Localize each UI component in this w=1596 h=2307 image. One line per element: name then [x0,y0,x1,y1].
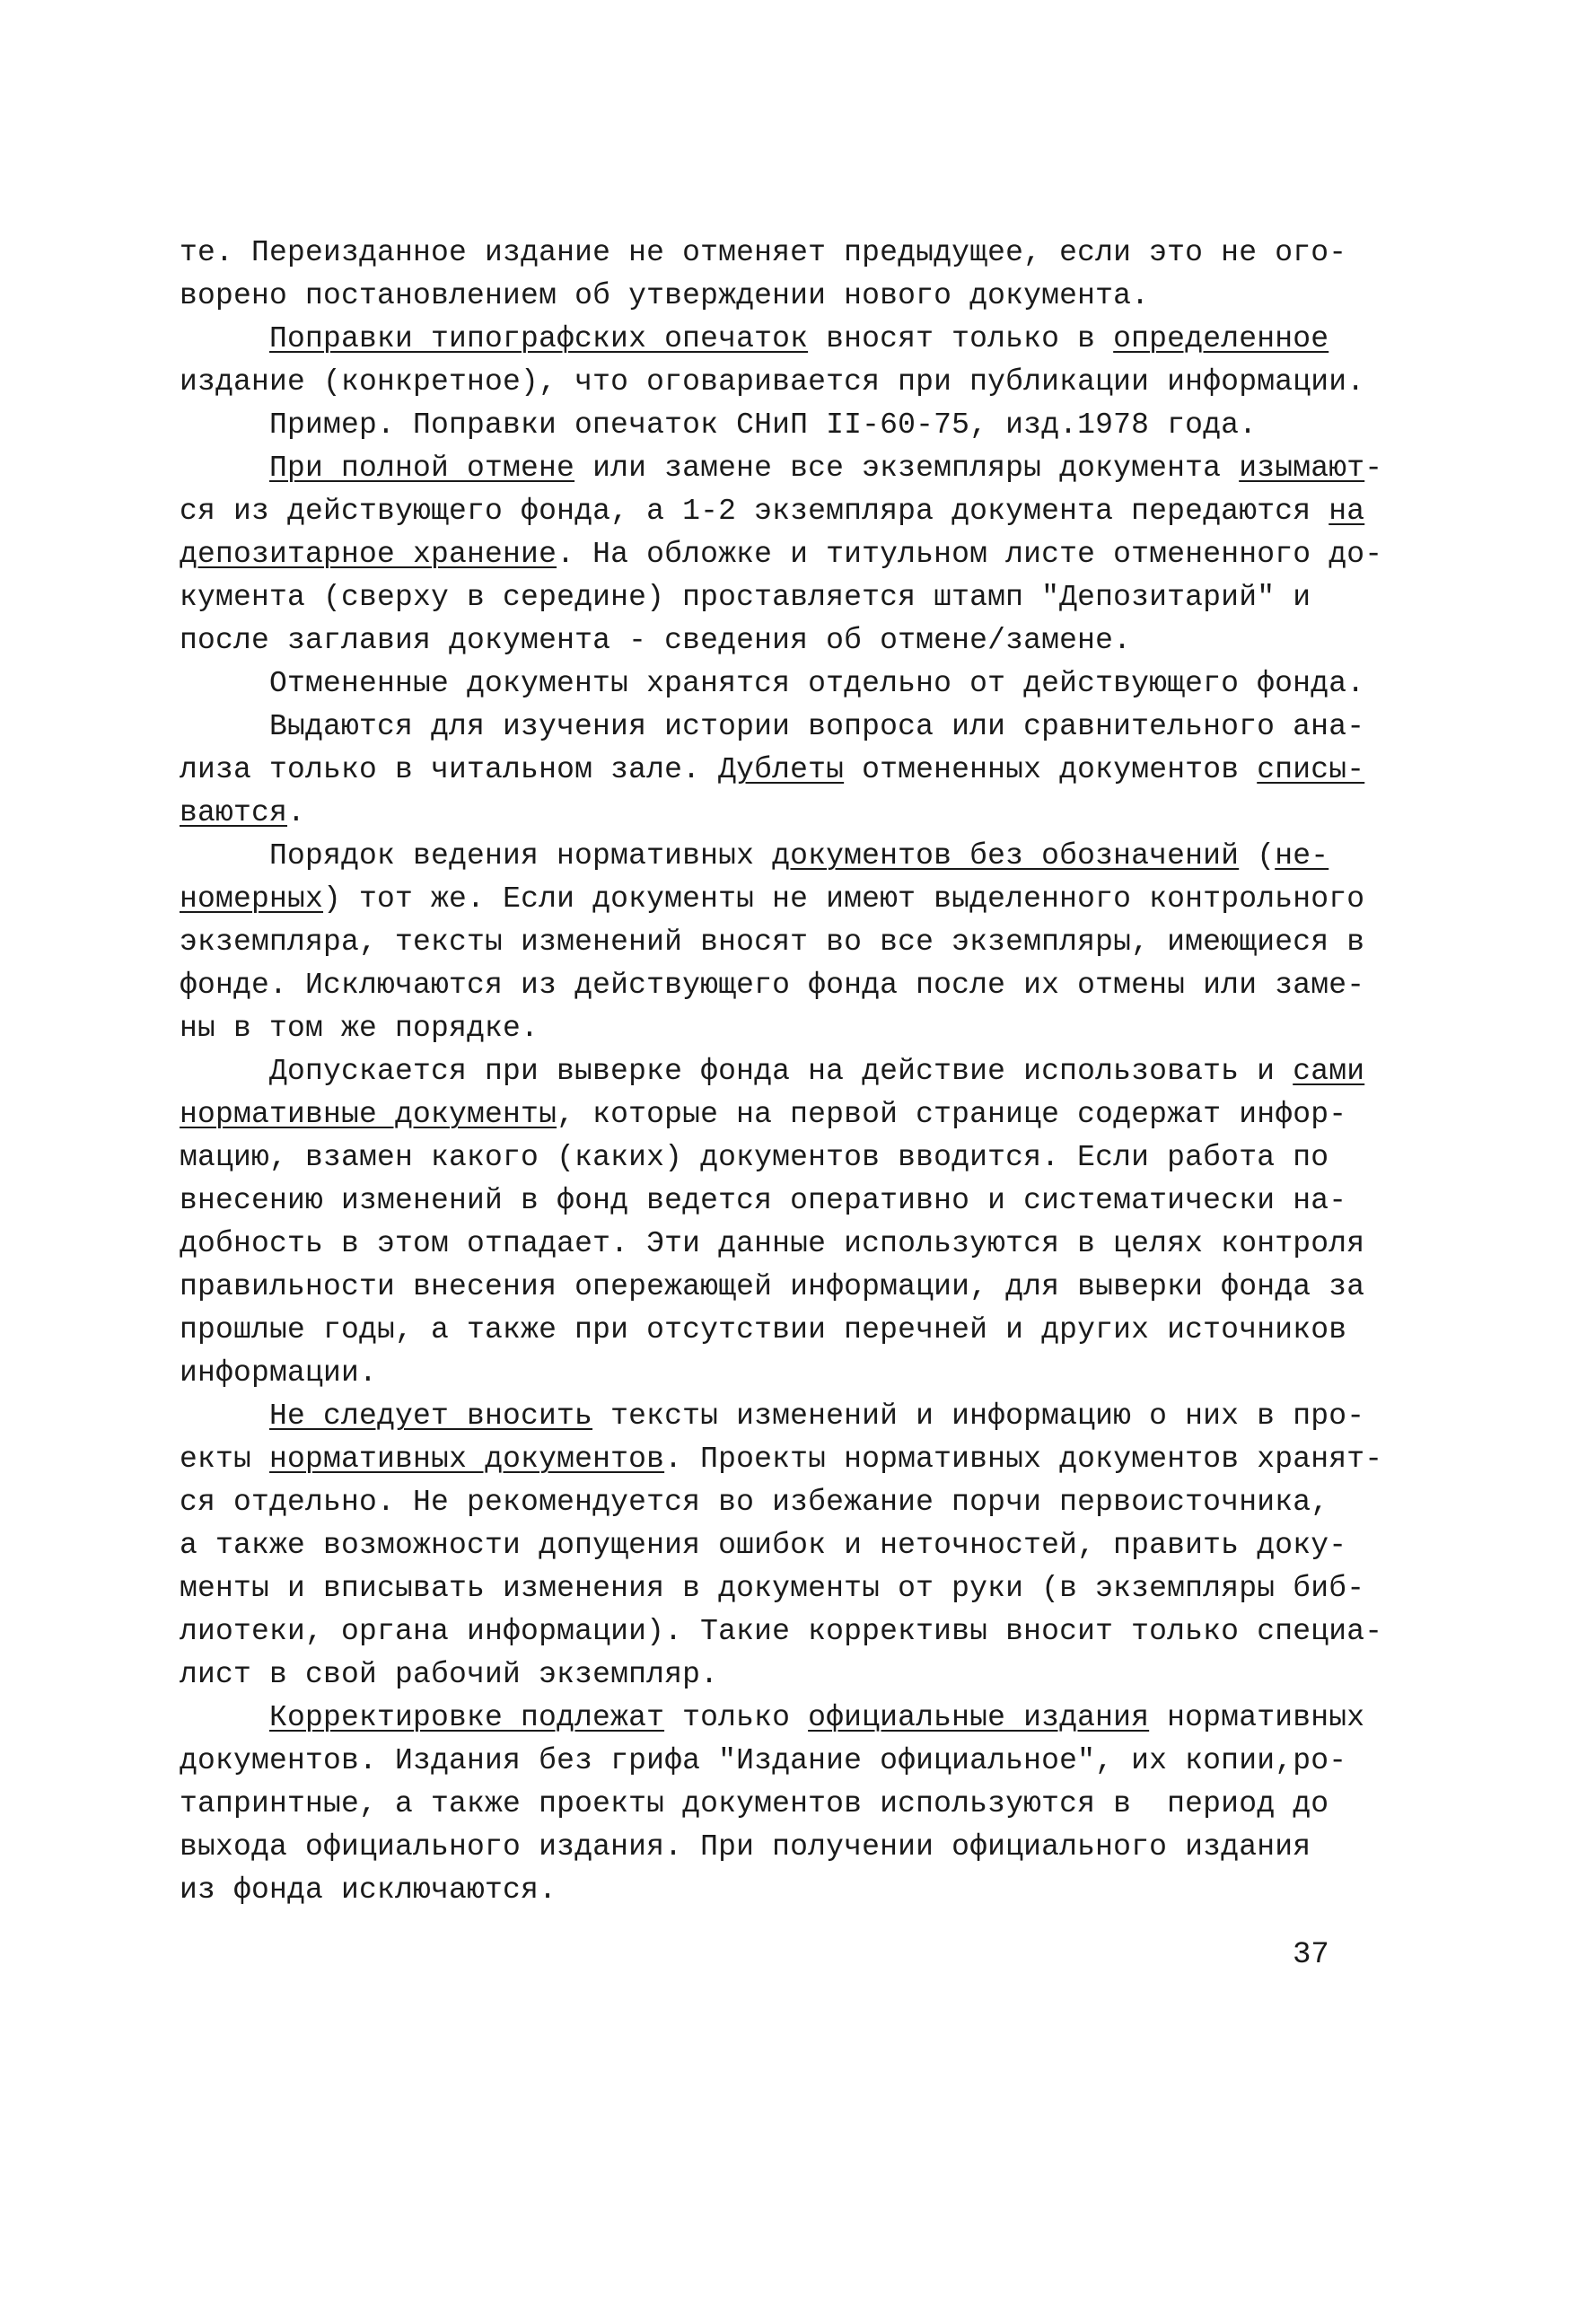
text-segment: ) тот же. Если документы не имеют выделенного контрольного [323,882,1365,916]
text-line [180,706,1365,749]
text-segment: экземпляра, тексты изменений вносят во все экземпляры, имеющиеся в [180,925,1365,959]
text-segment: ворено постановлением об утверждении нового документа. [180,279,1150,312]
text-line [180,1352,1355,1395]
text-line [180,1524,1355,1567]
text-segment: прошлые годы, а также при отсутствии перечней и других источников [180,1313,1347,1346]
underlined-phrase: определенное [1113,322,1329,355]
text-segment: менты и вписывать изменения в документы от руки (в экземпляры биб- [180,1572,1365,1605]
text-line [180,1007,1355,1050]
text-line [180,835,1355,878]
text-line [180,1438,1383,1481]
text-line [180,1395,1365,1438]
underlined-phrase: Корректировке подлежат [269,1701,665,1734]
text-segment: кумента (сверху в середине) проставляется штамп "Депозитарий" и [180,581,1311,614]
text-segment: тапринтные, а также проекты документов используются в период до [180,1787,1329,1820]
text-line [180,1136,1355,1180]
text-segment: - [1364,452,1383,485]
text-segment: выхода официального издания. При получении официального издания [180,1830,1311,1864]
text-line [180,404,1355,447]
text-line [180,792,1355,835]
text-segment: . Проекты нормативных документов хранят- [664,1443,1383,1476]
text-segment: мацию, взамен какого (каких) документов вводится. Если работа по [180,1141,1329,1174]
text-line [180,1610,1383,1653]
text-line [180,1697,1365,1740]
text-segment: Порядок ведения нормативных [269,839,773,873]
text-line [180,1180,1355,1223]
text-line [180,1567,1365,1610]
text-segment: вносят только в [808,322,1114,355]
text-segment: правильности внесения опережающей информации, для выверки фонда за [180,1270,1365,1303]
text-segment: ся отдельно. Не рекомендуется во избежание порчи первоисточника, [180,1486,1329,1519]
underlined-phrase: нормативных документов [269,1443,665,1476]
underlined-phrase: документов без обозначений [772,839,1240,873]
text-segment: лиотеки, органа информации). Такие коррективы вносит только специа- [180,1615,1383,1648]
text-line [180,490,1365,533]
text-segment: или замене все экземпляры документа [574,452,1240,485]
text-line [180,361,1365,404]
underlined-phrase: номерных [180,882,324,916]
page-number: 37 [1293,1938,1329,1972]
text-line [180,1093,1355,1136]
text-line [180,1783,1355,1826]
underlined-phrase: на [1329,495,1365,528]
text-segment: из фонда исключаются. [180,1873,557,1907]
text-segment: фонде. Исключаются из действующего фонда после их отмены или заме- [180,969,1365,1002]
text-line [180,1309,1355,1352]
text-line [180,749,1365,792]
text-line [180,1223,1365,1266]
text-segment: Пример. Поправки опечаток СНиП II-60-75, изд.1978 года. [269,408,1258,442]
text-segment: после заглавия документа - сведения об отмене/замене. [180,624,1132,657]
text-segment: ны в том же порядке. [180,1012,539,1045]
text-segment: нормативных [1149,1701,1365,1734]
underlined-phrase: изымают [1239,452,1365,485]
text-line [180,1869,1355,1912]
text-segment: ( [1239,839,1276,873]
text-line [180,1050,1365,1093]
text-segment: екты [180,1443,270,1476]
text-line [180,662,1365,706]
underlined-phrase: сами [1293,1055,1365,1088]
body-text [180,232,1383,1912]
text-segment: те. Переизданное издание не отменяет предыдущее, если это не ого- [180,236,1347,269]
text-line [180,232,1355,275]
text-segment: Допускается при выверке фонда на действие использовать и [269,1055,1293,1088]
text-line [180,1653,1355,1697]
text-segment: тексты изменений и информацию о них в про- [592,1399,1365,1433]
underlined-phrase: не- [1275,839,1329,873]
text-segment: лиза только в читальном зале. [180,753,719,786]
text-line [180,1826,1355,1869]
text-segment: лист в свой рабочий экземпляр. [180,1658,719,1691]
text-segment: внесению изменений в фонд ведется оперативно и систематически на- [180,1184,1347,1217]
text-line [180,1481,1355,1524]
text-line [180,447,1383,490]
underlined-phrase: нормативные документы [180,1098,557,1131]
text-segment: Выдаются для изучения истории вопроса или сравнительного ана- [269,710,1365,743]
text-segment: документов. Издания без грифа "Издание официальное", их копии,ро- [180,1744,1347,1777]
text-segment: только [664,1701,809,1734]
text-segment: , которые на первой странице содержат инфор- [557,1098,1347,1131]
underlined-phrase: списы- [1257,753,1365,786]
underlined-phrase: При полной отмене [269,452,575,485]
text-segment: ся из действующего фонда, а 1-2 экземпляра документа передаются [180,495,1329,528]
text-segment: . На обложке и титульном листе отмененного до- [557,538,1383,571]
text-line [180,964,1365,1007]
text-segment: добность в этом отпадает. Эти данные используются в целях контроля [180,1227,1365,1260]
underlined-phrase: Дублеты [718,753,845,786]
text-segment: а также возможности допущения ошибок и неточностей, править доку- [180,1529,1347,1562]
text-line [180,619,1355,662]
text-segment: Отмененные документы хранятся отдельно от действующего фонда. [269,667,1365,700]
text-line [180,1266,1365,1309]
underlined-phrase: депозитарное хранение [180,538,557,571]
text-line [180,921,1365,964]
underlined-phrase: Не следует вносить [269,1399,593,1433]
underlined-phrase: официальные издания [808,1701,1150,1734]
text-line [180,533,1383,576]
text-line [180,878,1365,921]
text-line [180,318,1355,361]
text-segment: издание (конкретное), что оговаривается при публикации информации. [180,365,1365,399]
text-line [180,576,1355,619]
text-segment: информации. [180,1356,378,1390]
text-line [180,1740,1355,1783]
underlined-phrase: Поправки типографских опечаток [269,322,809,355]
text-segment: . [287,796,306,829]
underlined-phrase: ваются [180,796,288,829]
text-line [180,275,1355,318]
text-segment: отмененных документов [844,753,1258,786]
